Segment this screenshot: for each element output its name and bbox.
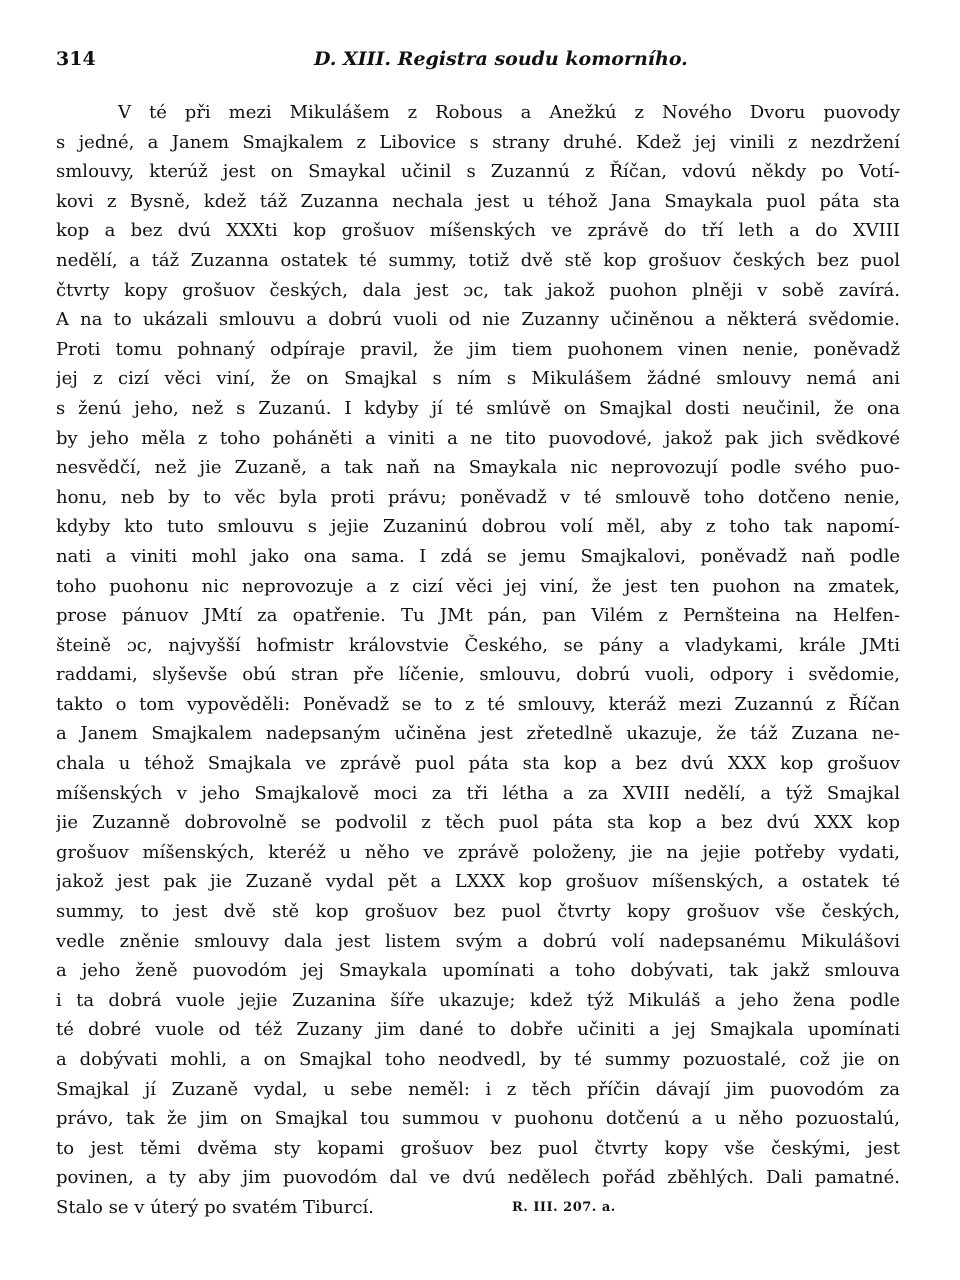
text-line: V té při mezi Mikulášem z Robous a Anežkú z Nového Dvoru puovody [118, 102, 900, 123]
text-line: grošuov míšenských, kteréž u něho ve zprávě položeny, jie na jejie potřeby vydati, [56, 841, 900, 863]
text-line: s ženú jeho, než s Zuzanú. I kdyby jí té smlúvě on Smajkal dosti neučinil, že ona [56, 397, 900, 419]
text-line: to jest těmi dvěma sty kopami grošuov bez puol čtvrty kopy vše českými, jest [56, 1137, 900, 1159]
text-line: právo, tak že jim on Smajkal tou summou v puohonu dotčenú a u něho pozuostalú, [56, 1108, 900, 1130]
running-head: D. XIII. Registra soudu komorního. [314, 48, 688, 70]
text-line: by jeho měla z toho poháněti a viniti a ne tito puovodové, jakož pak jich svědkové [56, 427, 900, 449]
text-line: nedělí, a táž Zuzanna ostatek té summy, totiž dvě stě kop grošuov českých bez puol [56, 249, 900, 271]
source-reference: R. III. 207. a. [512, 1199, 616, 1215]
text-line: té dobré vuole od též Zuzany jim dané to dobře učiniti a jej Smajkala upomínati [56, 1019, 900, 1041]
text-line: Stalo se v úterý po svatém Tiburcí. [56, 1196, 375, 1218]
text-line: kop a bez dvú XXXti kop grošuov míšenských ve zprávě do tří leth a do XVIII [56, 220, 900, 242]
text-line: a jeho ženě puovodóm jej Smaykala upomínati a toho dobývati, tak jakž smlouva [56, 960, 900, 982]
text-line: nati a viniti mohl jako ona sama. I zdá se jemu Smajkalovi, poněvadž naň podle [56, 545, 900, 567]
text-line: s jedné, a Janem Smajkalem z Libovice s strany druhé. Kdež jej vinili z nezdržení [56, 131, 900, 153]
text-line: šteině ɔc, najvyšší hofmistr královstvie Českého, se pány a vladykami, krále JMti [56, 634, 900, 656]
text-line: A na to ukázali smlouvu a dobrú vuoli od nie Zuzanny učiněnou a některá svědomie. [56, 309, 900, 331]
text-line: a Janem Smajkalem nadepsaným učiněna jest zřetedlně ukazuje, že táž Zuzana ne- [56, 723, 900, 745]
text-line: prose pánuov JMtí za opatřenie. Tu JMt pán, pan Vilém z Pernšteina na Helfen- [56, 605, 900, 627]
text-line: Proti tomu pohnaný odpíraje pravil, že jim tiem puohonem vinen nenie, poněvadž [56, 338, 900, 360]
text-line: nesvědčí, než jie Zuzaně, a tak naň na Smaykala nic neprovozují podle svého puo- [56, 457, 900, 479]
text-line: jej z cizí věci viní, že on Smajkal s ním s Mikulášem žádné smlouvy nemá ani [56, 368, 900, 390]
text-line: takto o tom vypověděli: Poněvadž se to z té smlouvy, kteráž mezi Zuzannú z Říčan [56, 693, 900, 715]
text-line: chala u téhož Smajkala ve zprávě puol páta sta kop a bez dvú XXX kop grošuov [56, 753, 900, 775]
text-line: summy, to jest dvě stě kop grošuov bez puol čtvrty kopy grošuov vše českých, [56, 901, 900, 923]
text-line: povinen, a ty aby jim puovodóm dal ve dvú nedělech pořád zběhlých. Dali pamatné. [56, 1167, 900, 1189]
text-line: Smajkal jí Zuzaně vydal, u sebe neměl: i z těch příčin dávají jim puovodóm za [56, 1078, 900, 1100]
page-header [56, 48, 904, 78]
text-line: smlouvy, kterúž jest on Smaykal učinil s Zuzannú z Říčan, vdovú někdy po Votí- [56, 161, 900, 183]
text-line: i ta dobrá vuole jejie Zuzanina šíře ukazuje; kdež týž Mikuláš a jeho žena podle [56, 989, 900, 1011]
text-line: kovi z Bysně, kdež táž Zuzanna nechala jest u téhož Jana Smaykala puol páta sta [56, 190, 900, 212]
text-line: jakož jest pak jie Zuzaně vydal pět a LXXX kop grošuov míšenských, a ostatek té [56, 871, 900, 893]
text-line: vedle zněnie smlouvy dala jest listem svým a dobrú volí nadepsanému Mikulášovi [56, 930, 900, 952]
text-line: raddami, slyševše obú stran pře líčenie, smlouvu, dobrú vuoli, odpory i svědomie, [56, 664, 900, 686]
page-number: 314 [56, 48, 96, 70]
text-line: jie Zuzanně dobrovolně se podvolil z těch puol páta sta kop a bez dvú XXX kop [56, 812, 900, 834]
text-line: kdyby kto tuto smlouvu s jejie Zuzaninú dobrou volí měl, aby z toho tak napomí- [56, 516, 900, 538]
text-line: míšenských v jeho Smajkalově moci za tři létha a za XVIII nedělí, a týž Smajkal [56, 782, 900, 804]
text-line: honu, neb by to věc byla proti právu; poněvadž v té smlouvě toho dotčeno nenie, [56, 486, 900, 508]
text-line-last [56, 1193, 900, 1223]
text-line: čtvrty kopy grošuov českých, dala jest ɔc, tak jakož puohon plněji v sobě zavírá. [56, 279, 900, 301]
text-line: toho puohonu nic neprovozuje a z cizí věci jej viní, že jest ten puohon na zmatek, [56, 575, 900, 597]
text-line: a dobývati mohli, a on Smajkal toho neodvedl, by té summy pozuostalé, což jie on [56, 1049, 900, 1070]
body-text [56, 98, 900, 1223]
